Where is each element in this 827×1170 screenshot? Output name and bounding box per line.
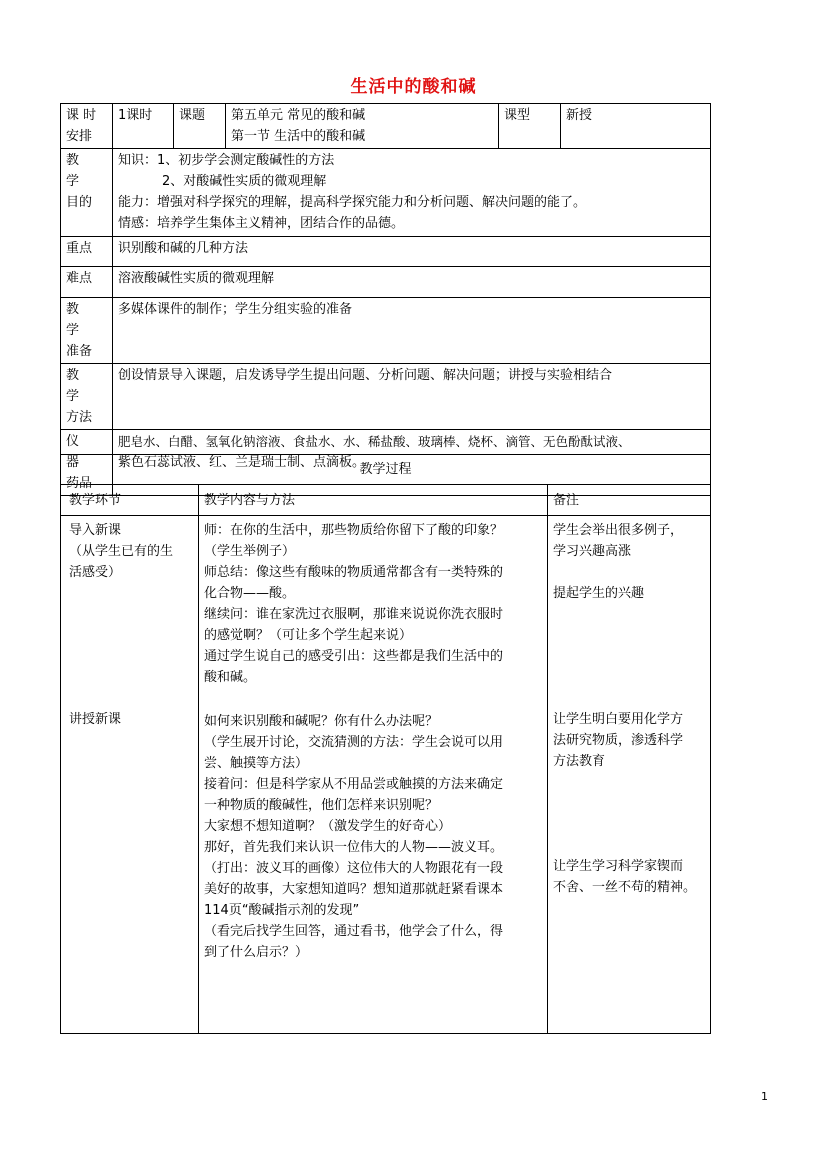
note-line: 法研究物质，渗透科学 [553, 733, 684, 748]
content-line: 尝、触摸等方法） [204, 756, 309, 771]
content-line: 师总结：像这些有酸味的物质通常都含有一类特殊的 [204, 565, 504, 580]
note-line: 不舍、一丝不苟的精神。 [553, 880, 697, 895]
materials-label-1: 仪 器 [66, 434, 90, 470]
materials-line-1: 肥皂水、白醋、氢氧化钠溶液、食盐水、水、稀盐酸、玻璃棒、烧杯、滴管、无色酚酞试液、 [118, 434, 631, 449]
column-notes-header: 备注 [548, 485, 711, 516]
method-label-1: 教 学 [66, 368, 90, 404]
key-point-value: 识别酸和碱的几种方法 [113, 237, 711, 267]
column-content-header: 教学内容与方法 [199, 485, 548, 516]
stage-intro-title: 导入新课 [69, 523, 122, 538]
content-line: 114页“酸碱指示剂的发现” [204, 903, 360, 918]
note-line: 提起学生的兴趣 [553, 586, 645, 601]
type-label: 课型 [499, 104, 561, 149]
topic-line-1: 第五单元 常见的酸和碱 [231, 108, 366, 123]
content-line: 美好的故事，大家想知道吗？想知道那就赶紧看课本 [204, 882, 504, 897]
method-row [61, 364, 711, 430]
preparation-row [61, 298, 711, 364]
goals-label-cell [61, 149, 113, 237]
process-heading-row [61, 455, 711, 485]
lesson-info-table [60, 103, 711, 496]
materials-line-2: 紫色石蕊试液、红、兰是瑞士制、点滴板。 [118, 455, 366, 470]
materials-label-2: 药品 [66, 476, 93, 491]
note-line: 方法教育 [553, 754, 606, 769]
preparation-label-2: 准备 [66, 344, 93, 359]
ability-line: 能力：增强对科学探究的理解，提高科学探究能力和分析问题、解决问题的能了。 [118, 195, 587, 210]
note-line: 让学生明白要用化学方 [553, 712, 684, 727]
page-number: 1 [761, 1090, 768, 1103]
teaching-process-table [60, 454, 711, 1034]
content-line: （学生展开讨论，交流猜测的方法：学生会说可以用 [204, 735, 504, 750]
note-line: 学习兴趣高涨 [553, 544, 632, 559]
process-body-row [61, 516, 711, 1034]
content-line: 的感觉啊？（可让多个学生起来说） [204, 628, 413, 643]
content-line: （学生举例子） [204, 544, 296, 559]
topic-line-2: 第一节 生活中的酸和碱 [231, 129, 366, 144]
content-gap [204, 688, 542, 711]
content-line: 如何来识别酸和碱呢？你有什么办法呢？ [204, 714, 439, 729]
note-line: 让学生学习科学家锲而 [553, 859, 684, 874]
knowledge-line-1: 知识：1、初步学会测定酸碱性的方法 [118, 153, 335, 168]
difficulty-value: 溶液酸碱性实质的微观理解 [113, 267, 711, 298]
method-value: 创设情景导入课题，启发诱导学生提出问题、分析问题、解决问题；讲授与实验相结合 [113, 364, 711, 430]
content-line: 一种物质的酸碱性，他们怎样来识别呢？ [204, 798, 439, 813]
knowledge-line-2: 2、对酸碱性实质的微观理解 [162, 174, 327, 189]
content-column [199, 516, 548, 1034]
process-columns-row [61, 485, 711, 516]
preparation-label-cell [61, 298, 113, 364]
content-line: （看完后找学生回答，通过看书，他学会了什么，得 [204, 924, 504, 939]
stage-lecture-title: 讲授新课 [69, 712, 122, 727]
topic-label: 课题 [174, 104, 226, 149]
content-line: 那好，首先我们来认识一位伟大的人物——波义耳。 [204, 840, 504, 855]
preparation-value: 多媒体课件的制作；学生分组实验的准备 [113, 298, 711, 364]
method-label-cell [61, 364, 113, 430]
goals-label-1: 教 学 [66, 153, 90, 189]
goals-row [61, 149, 711, 237]
content-line: 继续问：谁在家洗过衣服啊，那谁来说说你洗衣服时 [204, 607, 504, 622]
difficulty-row [61, 267, 711, 298]
emotion-line: 情感：培养学生集体主义精神，团结合作的品德。 [118, 216, 405, 231]
hours-label-cell [61, 104, 113, 149]
topic-value-cell [226, 104, 499, 149]
key-point-row [61, 237, 711, 267]
content-line: 大家想不想知道啊？（激发学生的好奇心） [204, 819, 452, 834]
note-line: 学生会举出很多例子， [553, 523, 684, 538]
content-line: 通过学生说自己的感受引出：这些都是我们生活中的 [204, 649, 504, 664]
method-label-2: 方法 [66, 410, 93, 425]
content-line: 接着问：但是科学家从不用品尝或触摸的方法来确定 [204, 777, 504, 792]
difficulty-label: 难点 [61, 267, 113, 298]
notes-column [548, 516, 711, 1034]
hours-label-2: 安排 [66, 129, 93, 144]
content-line: （打出：波义耳的画像）这位伟大的人物跟花有一段 [204, 861, 504, 876]
content-line: 师：在你的生活中，那些物质给你留下了酸的印象？ [204, 523, 504, 538]
content-line: 酸和碱。 [204, 670, 257, 685]
stage-intro-note-2: 活感受） [69, 565, 122, 580]
key-point-label: 重点 [61, 237, 113, 267]
goals-content [113, 149, 711, 237]
content-line: 到了什么启示？） [204, 945, 309, 960]
column-stage-header: 教学环节 [61, 485, 199, 516]
process-heading: 教学过程 [61, 455, 711, 485]
goals-label-2: 目的 [66, 195, 93, 210]
stage-intro-note-1: （从学生已有的生 [69, 544, 174, 559]
hours-label-1: 课 时 [66, 108, 97, 123]
type-value: 新授 [561, 104, 711, 149]
content-line: 化合物——酸。 [204, 586, 296, 601]
document-title: 生活中的酸和碱 [350, 77, 477, 97]
header-row [61, 104, 711, 149]
preparation-label-1: 教 学 [66, 302, 90, 338]
stage-column [61, 516, 199, 1034]
hours-value: 1课时 [113, 104, 174, 149]
